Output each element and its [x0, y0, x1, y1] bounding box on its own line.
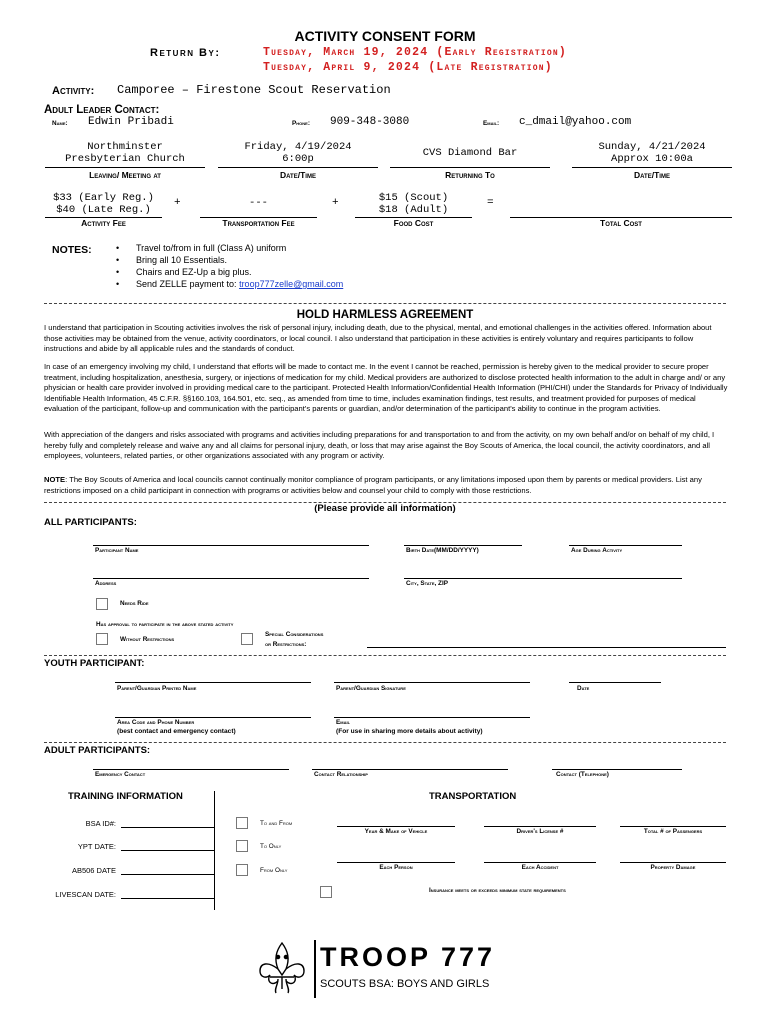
- leader-email: c_dmail@yahoo.com: [519, 116, 632, 128]
- leaving-date-underline: [218, 167, 378, 168]
- guardian-signature-line[interactable]: [334, 682, 530, 683]
- note-item: • Travel to/from in full (Class A) uniform: [116, 242, 516, 254]
- form-title: ACTIVITY CONSENT FORM: [294, 28, 476, 44]
- drivers-license-label: Driver's License #: [516, 828, 564, 835]
- from-only-checkbox[interactable]: [236, 864, 248, 876]
- contact-relationship-label: Contact Relationship: [314, 771, 368, 778]
- guardian-printed-line[interactable]: [115, 682, 311, 683]
- to-and-from-checkbox[interactable]: [236, 817, 248, 829]
- address-label: Address: [95, 580, 117, 587]
- license-line[interactable]: [484, 826, 596, 827]
- leaving-place-line1: Northminster: [87, 141, 163, 153]
- leaving-date-line2: 6:00p: [282, 153, 314, 165]
- returning-label: Returning To: [445, 170, 495, 180]
- equals-sign: =: [487, 197, 494, 209]
- email-note-label: (For use in sharing more details about activity): [336, 728, 483, 735]
- ypt-date-line[interactable]: [121, 850, 215, 851]
- leaving-datetime-label: Date/Time: [280, 170, 316, 180]
- email-label: Email:: [483, 120, 500, 127]
- activity-fee-early: $33 (Early Reg.): [53, 192, 154, 204]
- needs-ride-checkbox[interactable]: [96, 598, 108, 610]
- plus-sign-2: +: [332, 197, 339, 209]
- property-damage-label: Property Damage: [650, 864, 696, 871]
- birth-date-line[interactable]: [404, 545, 522, 546]
- zelle-email-link[interactable]: troop777zelle@gmail.com: [239, 279, 344, 289]
- note-label: NOTE: [44, 475, 66, 484]
- food-cost-adult: $18 (Adult): [378, 204, 449, 216]
- each-person-line[interactable]: [337, 862, 455, 863]
- activity-value: Camporee – Firestone Scout Reservation: [117, 83, 391, 97]
- age-label: Age During Activity: [571, 547, 623, 554]
- to-only-label: To Only: [260, 843, 282, 850]
- activity-fee: [45, 192, 162, 216]
- contact-phone-line[interactable]: [552, 769, 682, 770]
- ypt-date-label: YPT DATE:: [77, 842, 116, 851]
- needs-ride-label: Needs Ride: [120, 600, 149, 607]
- returning-date-underline: [572, 167, 732, 168]
- agreement-note: [44, 475, 728, 496]
- leaving-place-line2: Presbyterian Church: [65, 153, 185, 165]
- note-text: : The Boy Scouts of America and local councils cannot continually monitor compliance of program participants, or any limitations imposed upon them by parents or medical providers. List any restrictions imposed on a child participant in connection with programs or activities below and counsel your child to comply with those restrictions.: [44, 475, 702, 495]
- total-passengers-label: Total # of Passengers: [643, 828, 703, 835]
- troop-subtitle: SCOUTS BSA: BOYS AND GIRLS: [320, 978, 490, 990]
- leaving-label: Leaving/ Meeting at: [89, 170, 161, 180]
- notes-list: [116, 242, 516, 290]
- bsa-id-line[interactable]: [121, 827, 215, 828]
- note-item: • Chairs and EZ-Up a big plus.: [116, 266, 516, 278]
- note-item: • Bring all 10 Essentials.: [116, 254, 516, 266]
- phone-line[interactable]: [115, 717, 311, 718]
- vehicle-line[interactable]: [337, 826, 455, 827]
- birth-date-label: Birth Date(MM/DD/YYYY): [406, 547, 479, 554]
- fleur-de-lis-icon: [256, 941, 308, 995]
- returning-datetime-label: Date/Time: [634, 170, 670, 180]
- insurance-note: Insurance meets or exceeds minimum state requirements: [429, 887, 566, 894]
- return-by-label: Return By:: [150, 47, 221, 59]
- participant-name-line[interactable]: [93, 545, 369, 546]
- insurance-checkbox[interactable]: [320, 886, 332, 898]
- each-person-label: Each Person: [379, 864, 413, 871]
- transport-fee: ---: [249, 197, 268, 209]
- ab506-date-label: AB506 DATE: [71, 866, 116, 875]
- footer-divider: [314, 940, 316, 998]
- email-field-label: Email: [336, 719, 351, 726]
- ab506-date-line[interactable]: [121, 874, 215, 875]
- leader-contact-label: Adult Leader Contact:: [44, 104, 160, 116]
- date-line[interactable]: [569, 682, 661, 683]
- agreement-title: HOLD HARMLESS AGREEMENT: [296, 309, 474, 321]
- troop-name: TROOP 777: [320, 942, 496, 972]
- returning-datetime: [572, 141, 732, 165]
- divider: [44, 303, 726, 304]
- to-only-checkbox[interactable]: [236, 840, 248, 852]
- food-cost-label: Food Cost: [393, 218, 434, 228]
- activity-label: Activity:: [52, 85, 95, 97]
- fleur-de-lis-icon: [256, 941, 308, 995]
- participant-name-label: Participant Name: [95, 547, 139, 554]
- contact-relationship-line[interactable]: [312, 769, 508, 770]
- plus-sign-1: +: [174, 197, 181, 209]
- leader-phone: 909-348-3080: [330, 116, 410, 128]
- transportation-title: TRANSPORTATION: [429, 791, 517, 802]
- from-only-label: From Only: [260, 867, 288, 874]
- divider: [44, 742, 726, 743]
- leaving-underline: [45, 167, 205, 168]
- special-considerations-checkbox[interactable]: [241, 633, 253, 645]
- email-line[interactable]: [334, 717, 530, 718]
- leaving-place: [45, 141, 205, 165]
- activity-fee-label: Activity Fee: [81, 218, 126, 228]
- agreement-paragraph-1: I understand that participation in Scouting activities involves the risk of personal injury, including death, due to the physical, mental, and emotional challenges in the activities offered. Information about those activities may be obtained from the venue, activity coordinators, or local council. I also understand that participation in these activities is entirely voluntary and requires participants to follow instructions and abide by all applicable rules and the standards of conduct.: [44, 323, 712, 354]
- activity-fee-late: $40 (Late Reg.): [56, 204, 151, 216]
- each-accident-label: Each Accident: [521, 864, 559, 871]
- youth-participant-label: YOUTH PARTICIPANT:: [44, 658, 145, 669]
- city-line[interactable]: [404, 578, 682, 579]
- city-state-zip-label: City, State, ZIP: [406, 580, 448, 587]
- name-label: Name:: [52, 120, 68, 127]
- bsa-id-label: BSA ID#:: [85, 819, 116, 828]
- agreement-paragraph-2: In case of an emergency involving my child, I understand that efforts will be made to contact me. In the event I cannot be reached, permission is hereby given to the medical provider to secure proper treatment, including hospitalization, anesthesia, surgery, or injections of medication for my child. Medical providers are authorized to disclose protected health information to the adult in charge and/ or any physician or health care provider involved in providing medical care to the participant. Protected Health Information/Confidential Health Information (PHI/CHI) under the Standards for Privacy of Individually Identifiable Health Information, 45 C.F.R. §§160.103, 164.501, etc. seq., as amended from time to time, includes examination findings, test results, and treatment provided for purposes of medical evaluation of the participant, follow-up and communication with the participant's parents or guardian, and/or determination of the participant's ability to continue in the program activities.: [44, 362, 728, 414]
- best-contact-label: (best contact and emergency contact): [117, 728, 236, 735]
- note-item: • Send ZELLE payment to: troop777zelle@gmail.com: [116, 278, 516, 290]
- guardian-signature-label: Parent/Guardian Signature: [336, 685, 406, 692]
- without-restrictions-checkbox[interactable]: [96, 633, 108, 645]
- leaving-datetime: [218, 141, 378, 165]
- livescan-date-line[interactable]: [121, 898, 215, 899]
- returning-place: CVS Diamond Bar: [422, 147, 518, 159]
- restrictions-line[interactable]: [367, 647, 726, 648]
- property-damage-line[interactable]: [620, 862, 726, 863]
- provide-info-label: (Please provide all information): [314, 503, 456, 514]
- livescan-date-label: LIVESCAN DATE:: [55, 890, 116, 899]
- special-considerations-label-2: or Restrictions:: [265, 641, 307, 648]
- training-title: TRAINING INFORMATION: [68, 791, 183, 802]
- food-cost-scout: $15 (Scout): [378, 192, 449, 204]
- divider: [44, 655, 726, 656]
- emergency-contact-label: Emergency Contact: [95, 771, 146, 778]
- notes-label: NOTES:: [52, 244, 92, 256]
- total-cost-label: Total Cost: [600, 218, 642, 228]
- guardian-printed-label: Parent/Guardian Printed Name: [117, 685, 197, 692]
- emergency-contact-line[interactable]: [93, 769, 289, 770]
- adult-participants-label: ADULT PARTICIPANTS:: [44, 745, 151, 756]
- without-restrictions-label: Without Restrictions: [120, 636, 175, 643]
- to-and-from-label: To and From: [260, 820, 293, 827]
- date-label: Date: [577, 685, 590, 692]
- contact-phone-label: Contact (Telephone): [556, 771, 609, 778]
- returning-date-line1: Sunday, 4/21/2024: [598, 141, 706, 153]
- leader-name: Edwin Pribadi: [88, 116, 174, 128]
- year-make-label: Year & Make of Vehicle: [364, 828, 428, 835]
- approval-label: Has approval to participate in the above stated activity: [96, 621, 234, 628]
- returning-date-line2: Approx 10:00a: [611, 153, 693, 165]
- return-date-early: Tuesday, March 19, 2024 (Early Registration): [263, 46, 567, 59]
- special-considerations-label-1: Special Considerations: [265, 631, 324, 638]
- agreement-paragraph-3: With appreciation of the dangers and risks associated with programs and activities including preparations for and transportation to and from the activity, on my own behalf and/or on behalf of my child, I hereby fully and completely release and waive any and all claims for personal injury, death, or loss that may arise against the Boy Scouts of America, the local council, the activity coordinators, and all employees, volunteers, related parties, or other organizations associated with any program or activity.: [44, 430, 715, 461]
- return-date-late: Tuesday, April 9, 2024 (Late Registration): [263, 61, 553, 74]
- all-participants-label: ALL PARTICIPANTS:: [44, 517, 137, 528]
- address-line[interactable]: [93, 578, 369, 579]
- food-cost: [355, 192, 472, 216]
- returning-underline: [390, 167, 550, 168]
- section-divider: [214, 791, 215, 910]
- each-accident-line[interactable]: [484, 862, 596, 863]
- age-line[interactable]: [569, 545, 682, 546]
- phone-label: Phone:: [292, 120, 310, 127]
- leaving-date-line1: Friday, 4/19/2024: [244, 141, 352, 153]
- passengers-line[interactable]: [620, 826, 726, 827]
- transport-fee-label: Transportation Fee: [222, 218, 295, 228]
- area-code-phone-label: Area Code and Phone Number: [117, 719, 195, 726]
